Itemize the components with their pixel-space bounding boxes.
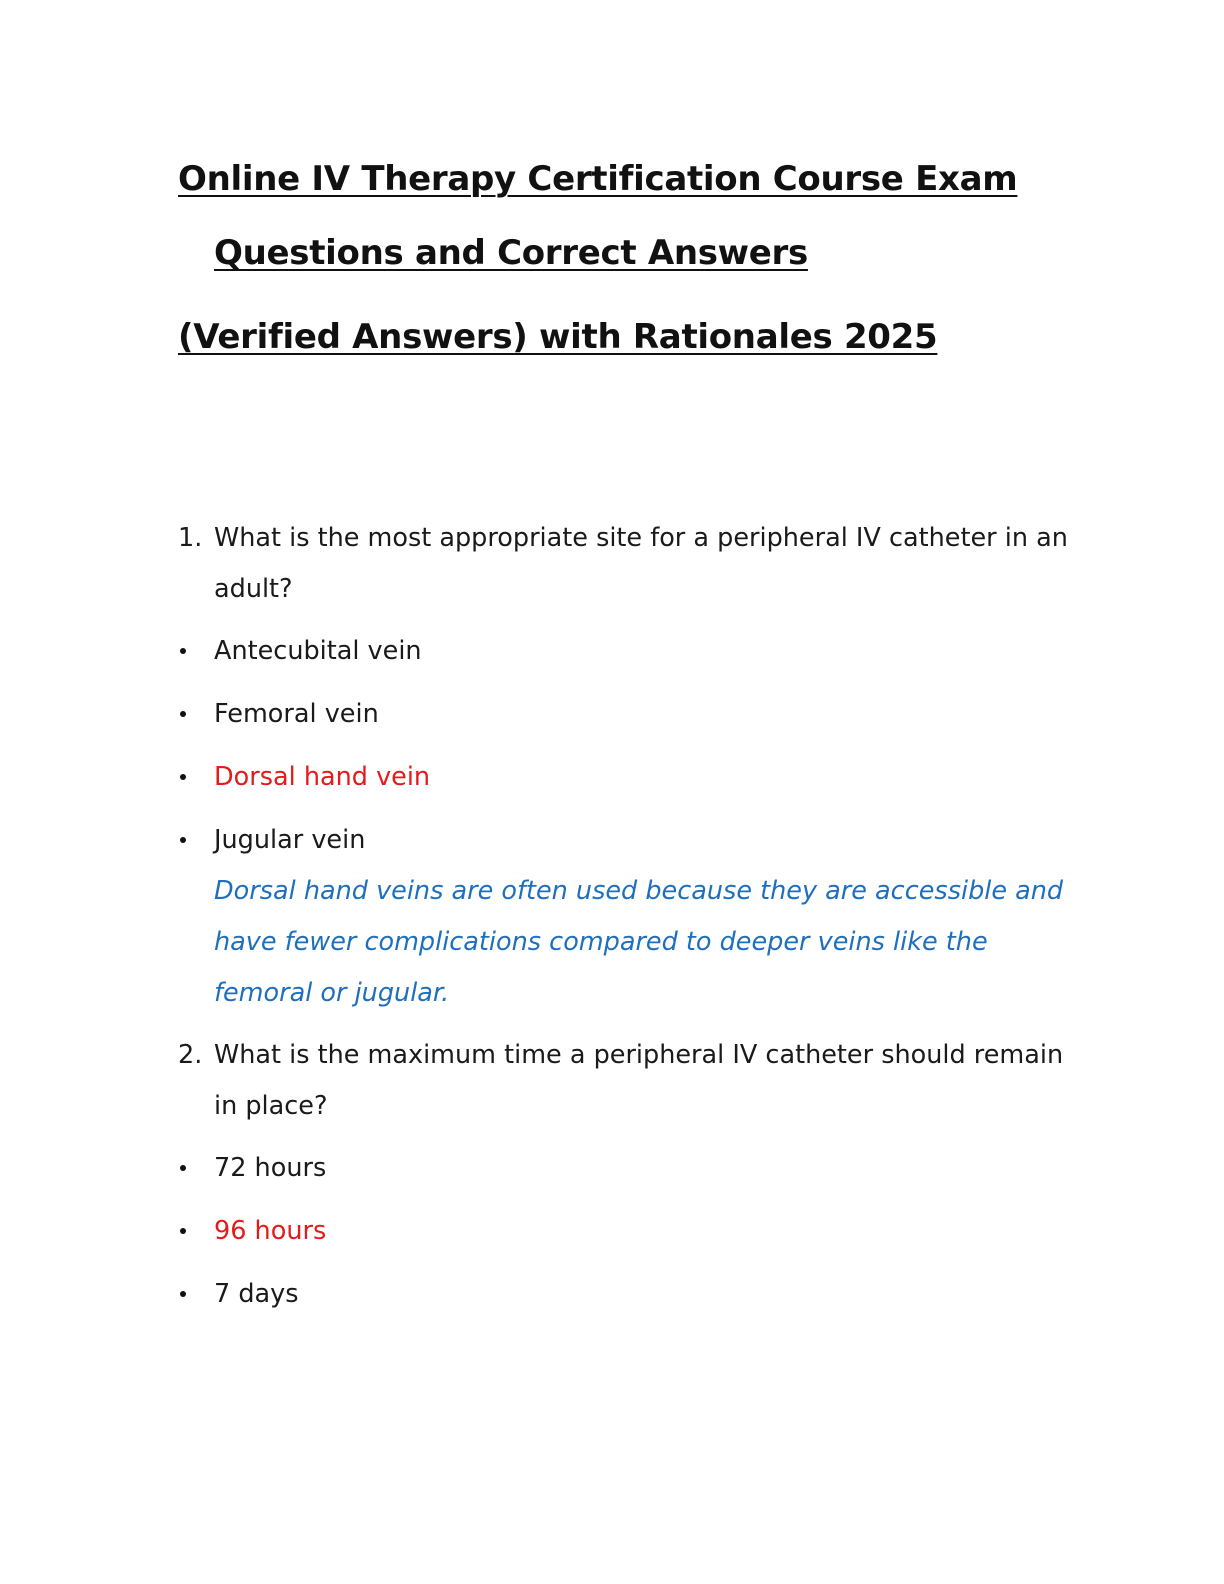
answer-option-text: Femoral vein bbox=[214, 699, 379, 729]
answer-option bbox=[178, 689, 1078, 740]
bullet-icon bbox=[180, 1291, 186, 1297]
bullet-icon bbox=[180, 837, 186, 843]
rationale-text: Dorsal hand veins are often used because they are accessible and have fewer complications compared to deeper veins like the femoral or jugular. bbox=[214, 876, 1064, 1008]
title-line-3: (Verified Answers) with Rationales 2025 bbox=[178, 317, 938, 357]
document-title bbox=[178, 142, 1078, 374]
question-text: What is the maximum time a peripheral IV catheter should remain in place? bbox=[214, 1040, 1064, 1121]
answer-option bbox=[178, 1143, 1078, 1194]
answer-option-text: Dorsal hand vein bbox=[214, 762, 431, 792]
bullet-icon bbox=[180, 711, 186, 717]
question-1 bbox=[178, 513, 1078, 615]
question-list bbox=[178, 513, 1078, 1332]
bullet-icon bbox=[180, 1165, 186, 1171]
bullet-icon bbox=[180, 648, 186, 654]
title-line-1: Online IV Therapy Certification Course Exam bbox=[178, 159, 1018, 199]
answer-option bbox=[178, 1269, 1078, 1320]
correct-answer-option bbox=[178, 1206, 1078, 1257]
answer-option-text: 96 hours bbox=[214, 1216, 327, 1246]
question-text: What is the most appropriate site for a peripheral IV catheter in an adult? bbox=[214, 523, 1068, 604]
bullet-icon bbox=[180, 1228, 186, 1234]
answer-option bbox=[178, 626, 1078, 677]
question-number: 2. bbox=[178, 1040, 203, 1070]
title-line-2: Questions and Correct Answers bbox=[214, 233, 808, 273]
question-number: 1. bbox=[178, 523, 203, 553]
answer-option-text: Antecubital vein bbox=[214, 636, 422, 666]
answer-option bbox=[178, 815, 1078, 866]
answer-option-text: 72 hours bbox=[214, 1153, 327, 1183]
answer-option-text: 7 days bbox=[214, 1279, 299, 1309]
question-2 bbox=[178, 1030, 1078, 1132]
correct-answer-option bbox=[178, 752, 1078, 803]
answer-option-text: Jugular vein bbox=[214, 825, 366, 855]
bullet-icon bbox=[180, 774, 186, 780]
